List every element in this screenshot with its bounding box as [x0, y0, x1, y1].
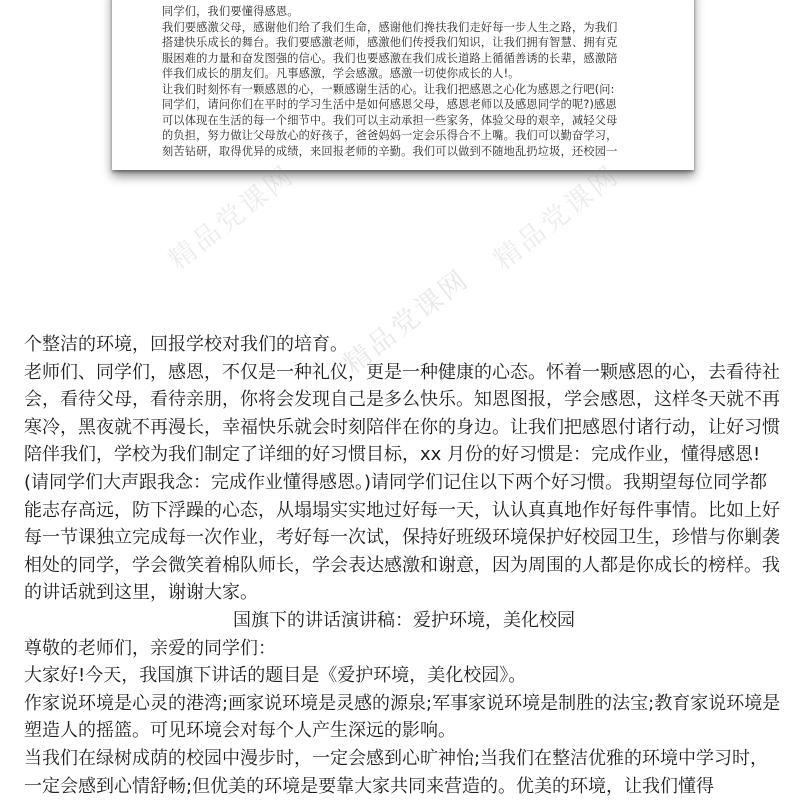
scan-line: 同学们，我们要懂得感恩。: [162, 5, 299, 18]
watermark: 精品党课网: [488, 159, 626, 277]
embedded-page-image: [112, 0, 694, 170]
scan-line: 伴我们成长的朋友们。凡事感激，学会感激。感激一切使你成长的人!。: [162, 67, 520, 80]
salutation: 尊敬的老师们，亲爱的同学们：: [24, 637, 276, 659]
watermark: 精品党课网: [338, 263, 476, 381]
section-title: 国旗下的讲话演讲稿：爱护环境，美化校园: [233, 609, 575, 631]
paragraph: 大家好!今天，我国旗下讲话的题目是《爱护环境，美化校园》。: [24, 665, 527, 687]
embedded-page-text: [162, 4, 652, 159]
scan-line: 的负担，努力做让父母放心的好孩子，爸爸妈妈一定会乐得合不上嘴。我们可以勤奋学习，: [162, 129, 618, 142]
paragraph: 作家说环境是心灵的港湾;画家说环境是灵感的源泉;军事家说环境是制胜的法宝;教育家说环境是塑造人的摇篮。可见环境会对每个人产生深远的影响。: [24, 692, 781, 742]
scan-line: 服困难的力量和奋发图强的信心。我们也要感激在我们成长道路上循循善诱的长辈，感激陪: [162, 51, 618, 65]
document-body: [24, 331, 784, 800]
paragraph: 个整洁的环境，回报学校对我们的培育。: [24, 334, 348, 355]
watermark: 精品党课网: [163, 159, 301, 277]
scan-line: 搭建快乐成长的舞台。我们要感激老师，感激他们传授我们知识，让我们拥有智慧、拥有克: [162, 36, 618, 49]
paragraph: 老师们、同学们，感恩，不仅是一种礼仪，更是一种健康的心态。怀着一颗感恩的心，去看待社会，看待父母，看待亲朋，你将会发现自己是多么快乐。知恩图报，学会感恩，这样冬天就不再寒冷，黑夜就不再漫长，幸福快乐就会时刻陪伴在你的身边。让我们把感恩付诸行动，让好习惯陪伴我们，学校为我们制定了详细的好习惯目标，xx 月份的好习惯是：完成作业，懂得感恩!(请同学们大声跟我念：完成作业懂得感恩。)请同学们记住以下两个好习惯。我期望每位同学都能志存高远，防下浮躁的心态，从塌塌实实地过好每一天，认认真真地作好每件事情。比如上好每一节课独立完成每一次作业，考好每一次试，保持好班级环境保护好校园卫生，珍惜与你剿袭相处的同学，学会微笑着棉队师长，学会表达感激和谢意，因为周围的人都是你成长的榜样。我的讲话就到这里，谢谢大家。: [24, 361, 780, 604]
scan-line: 我们要感激父母，感谢他们给了我们生命，感谢他们搀扶我们走好每一步人生之路，为我们: [162, 20, 618, 34]
scan-line: 可以体现在生活的每一个细节中。我们可以主动承担一些家务，体验父母的艰辛，减轻父母: [162, 113, 618, 127]
scan-line: 同学们，请问你们在平时的学习生活中是如何感恩父母，感恩老师以及感恩同学的呢?)感恩: [162, 98, 617, 111]
scan-line: 刻苦钻研，取得优异的成绩，来回报老师的辛勤。我们可以做到不随地乱扔垃圾，还校园一: [162, 144, 618, 158]
scan-line: 让我们时刻怀有一颗感恩的心，一颗感谢生活的心。让我们把感恩之心化为感恩之行吧(问:: [162, 82, 615, 96]
paragraph: 当我们在绿树成荫的校园中漫步时，一定会感到心旷神怡;当我们在整洁优雅的环境中学习时，一定会感到心情舒畅;但优美的环境是要靠大家共同来营造的。优美的环境，让我们懂得: [24, 747, 769, 797]
